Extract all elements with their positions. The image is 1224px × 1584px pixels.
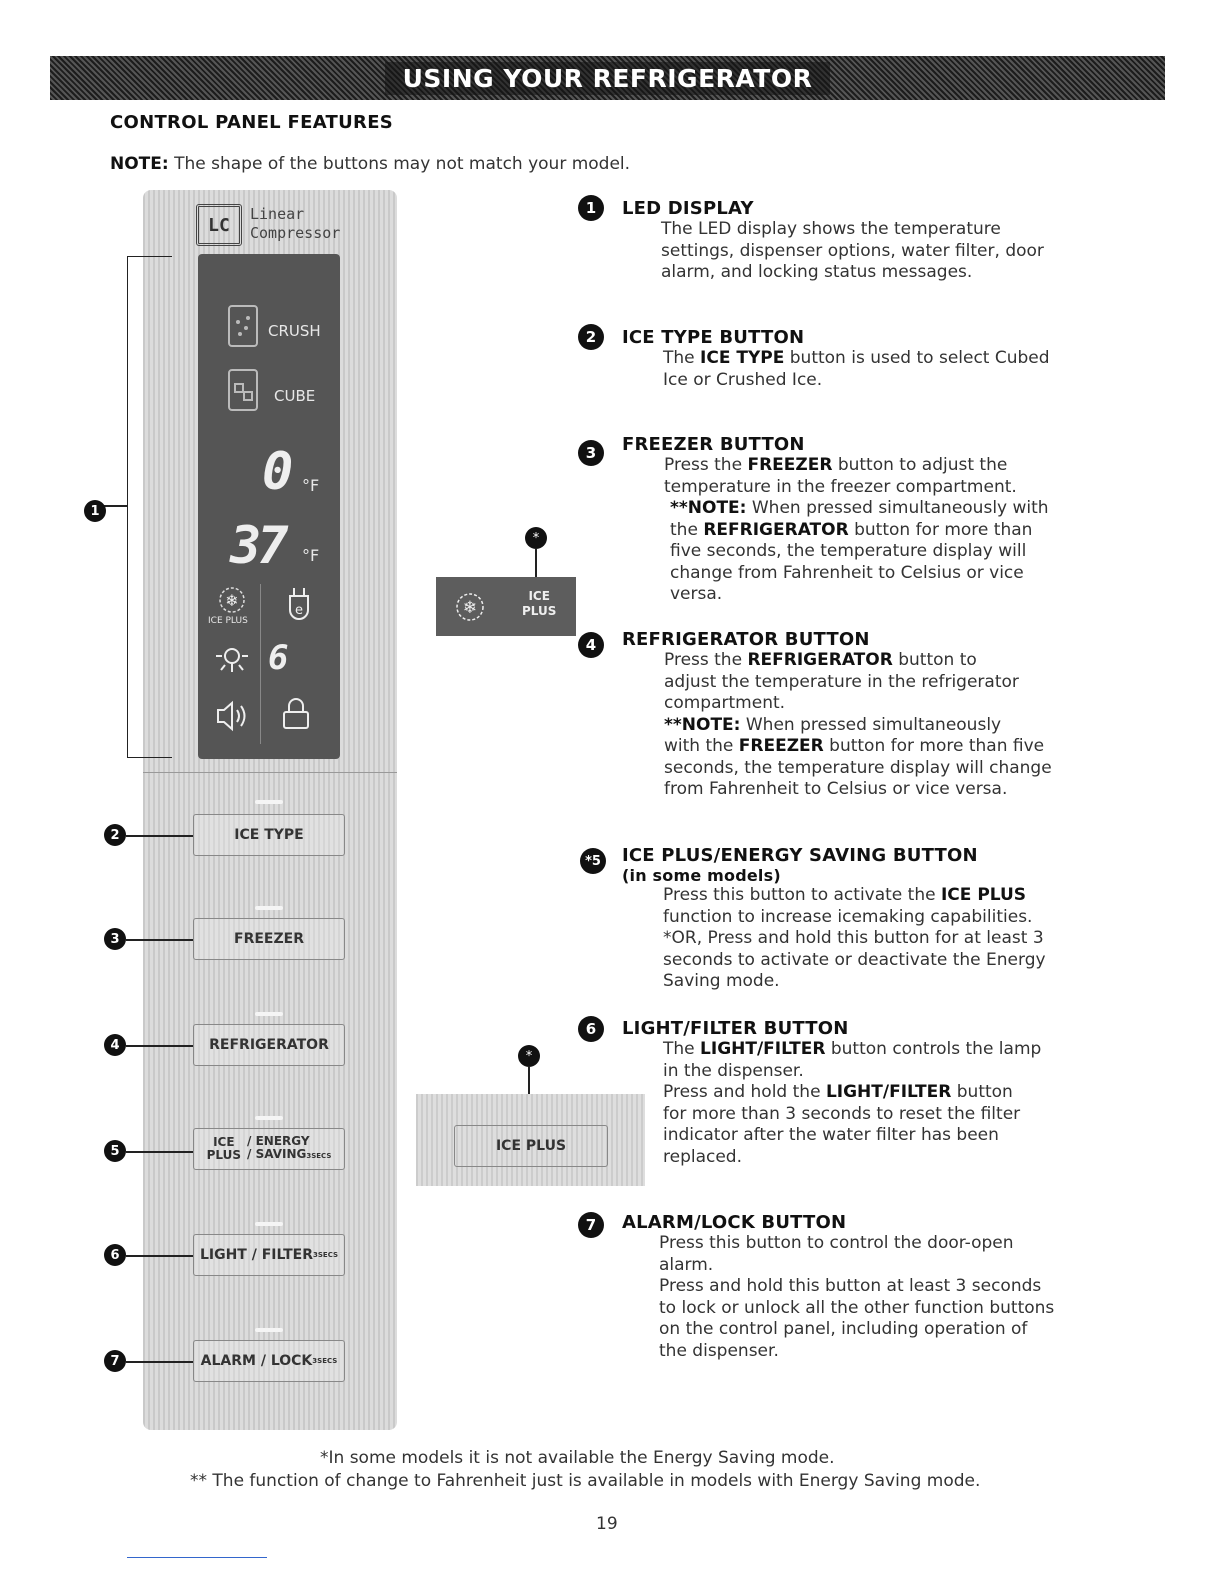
- callout-5: 5: [104, 1140, 126, 1162]
- item-number-2: 2: [578, 324, 604, 350]
- ice-plus-icon: [210, 584, 254, 620]
- freezer-temp-digit: 0: [262, 442, 294, 502]
- ice-plus-icon: [450, 587, 490, 627]
- svg-text:❄: ❄: [225, 591, 239, 610]
- freezer-temp-unit: °F: [302, 476, 320, 495]
- energy-saving-icon: [282, 584, 316, 624]
- cubed-ice-icon: [226, 366, 260, 414]
- light-filter-button[interactable]: LIGHT / FILTER 3SECS: [193, 1234, 345, 1276]
- callout-6: 6: [104, 1244, 126, 1266]
- callout-7: 7: [104, 1350, 126, 1372]
- asterisk-marker-2: *: [518, 1045, 540, 1067]
- light-filter-item: LIGHT/FILTER BUTTON The LIGHT/FILTER button controls the lamp in the dispenser. Press and hold the LIGHT/FILTER button for more than 3 seconds to reset the filter indicator after the water filter has been replaced.: [622, 1018, 1042, 1167]
- ice-plus-label: ICE PLUS: [208, 616, 248, 626]
- ice-type-button[interactable]: ICE TYPE: [193, 814, 345, 856]
- item-number-3: 3: [578, 440, 604, 466]
- svg-text:e: e: [295, 603, 303, 618]
- item-number-7: 7: [578, 1212, 604, 1238]
- refrigerator-led: [255, 1012, 283, 1016]
- fridge-temp-digits: 37: [230, 516, 285, 576]
- freezer-item: FREEZER BUTTON Press the FREEZER button to adjust the temperature in the freezer compartment. **NOTE: When pressed simultaneously with the REFRIGERATOR button for more than five seconds, the temperature display will change from Fahrenheit to Celsius or vice versa.: [622, 434, 1049, 604]
- filter-indicator-digit: 6: [268, 638, 289, 678]
- footnote-energy-saving: *In some models it is not available the Energy Saving mode.: [320, 1448, 835, 1468]
- crush-label: CRUSH: [268, 322, 321, 340]
- item-number-5: *5: [580, 848, 606, 874]
- note-label: NOTE:: [110, 154, 169, 174]
- led-display-bracket: [127, 256, 172, 758]
- ice-plus-inset-button-panel: [416, 1094, 645, 1186]
- fridge-temp-unit: °F: [302, 546, 320, 565]
- banner-title: USING YOUR REFRIGERATOR: [385, 62, 831, 95]
- freezer-led: [255, 906, 283, 910]
- ice-type-item: ICE TYPE BUTTON The ICE TYPE button is used to select Cubed Ice or Crushed Ice.: [622, 327, 1050, 390]
- ice-plus-energy-led: [255, 1116, 283, 1120]
- lock-icon: [278, 694, 314, 734]
- asterisk-marker-1: *: [525, 527, 547, 549]
- panel-divider: [143, 772, 397, 773]
- cube-label: CUBE: [274, 387, 316, 405]
- linear-compressor-label: Linear Compressor: [250, 205, 341, 242]
- footnote-fahrenheit: ** The function of change to Fahrenheit just is available in models with Energy Saving mode.: [190, 1471, 981, 1491]
- alarm-lock-item: ALARM/LOCK BUTTON Press this button to control the door-open alarm. Press and hold this button at least 3 seconds to lock or unlock all the other function buttons on the control panel, including operation of the dispenser.: [622, 1212, 1055, 1361]
- alarm-lock-led: [255, 1328, 283, 1332]
- section-title: CONTROL PANEL FEATURES: [110, 112, 394, 133]
- item-number-1: 1: [578, 195, 604, 221]
- light-filter-led: [255, 1222, 283, 1226]
- freezer-button[interactable]: FREEZER: [193, 918, 345, 960]
- svg-text:❄: ❄: [462, 598, 478, 618]
- item-number-6: 6: [578, 1016, 604, 1042]
- alarm-lock-button[interactable]: ALARM / LOCK 3SECS: [193, 1340, 345, 1382]
- ice-plus-energy-saving-button[interactable]: ICE PLUS / ENERGY / SAVING3SECS: [193, 1128, 345, 1170]
- linear-compressor-logo: LC: [196, 204, 242, 246]
- led-display-item: LED DISPLAY The LED display shows the temperature settings, dispenser options, water filter, door alarm, and locking status messages.: [622, 198, 1044, 282]
- item-number-4: 4: [578, 632, 604, 658]
- refrigerator-button[interactable]: REFRIGERATOR: [193, 1024, 345, 1066]
- section-banner: [50, 56, 1165, 100]
- ice-type-led: [255, 800, 283, 804]
- callout-2: 2: [104, 824, 126, 846]
- note-text: The shape of the buttons may not match your model.: [168, 154, 631, 174]
- alarm-speaker-icon: [212, 698, 252, 734]
- crushed-ice-icon: [226, 302, 260, 350]
- footer-rule: [127, 1557, 267, 1558]
- callout-1: 1: [84, 500, 106, 522]
- ice-plus-energy-saving-item: ICE PLUS/ENERGY SAVING BUTTON (in some models) Press this button to activate the ICE PLUS function to increase icemaking capabilities. *OR, Press and hold this button for at least 3 seconds to activate or deactivate the Energy Saving mode.: [622, 845, 1046, 991]
- refrigerator-item: REFRIGERATOR BUTTON Press the REFRIGERATOR button to adjust the temperature in the refrigerator compartment. **NOTE: When pressed simultaneously with the FREEZER button for more than five seconds, the temperature display will change from Fahrenheit to Celsius or vice versa.: [622, 629, 1052, 799]
- light-bulb-icon: [212, 640, 252, 680]
- ice-plus-inset-display: ❄ ICE PLUS: [436, 577, 576, 636]
- ice-plus-button[interactable]: ICE PLUS: [454, 1125, 608, 1167]
- note: [110, 154, 630, 174]
- led-display: [198, 254, 340, 759]
- callout-4: 4: [104, 1034, 126, 1056]
- callout-3: 3: [104, 928, 126, 950]
- page-number: 19: [596, 1514, 618, 1534]
